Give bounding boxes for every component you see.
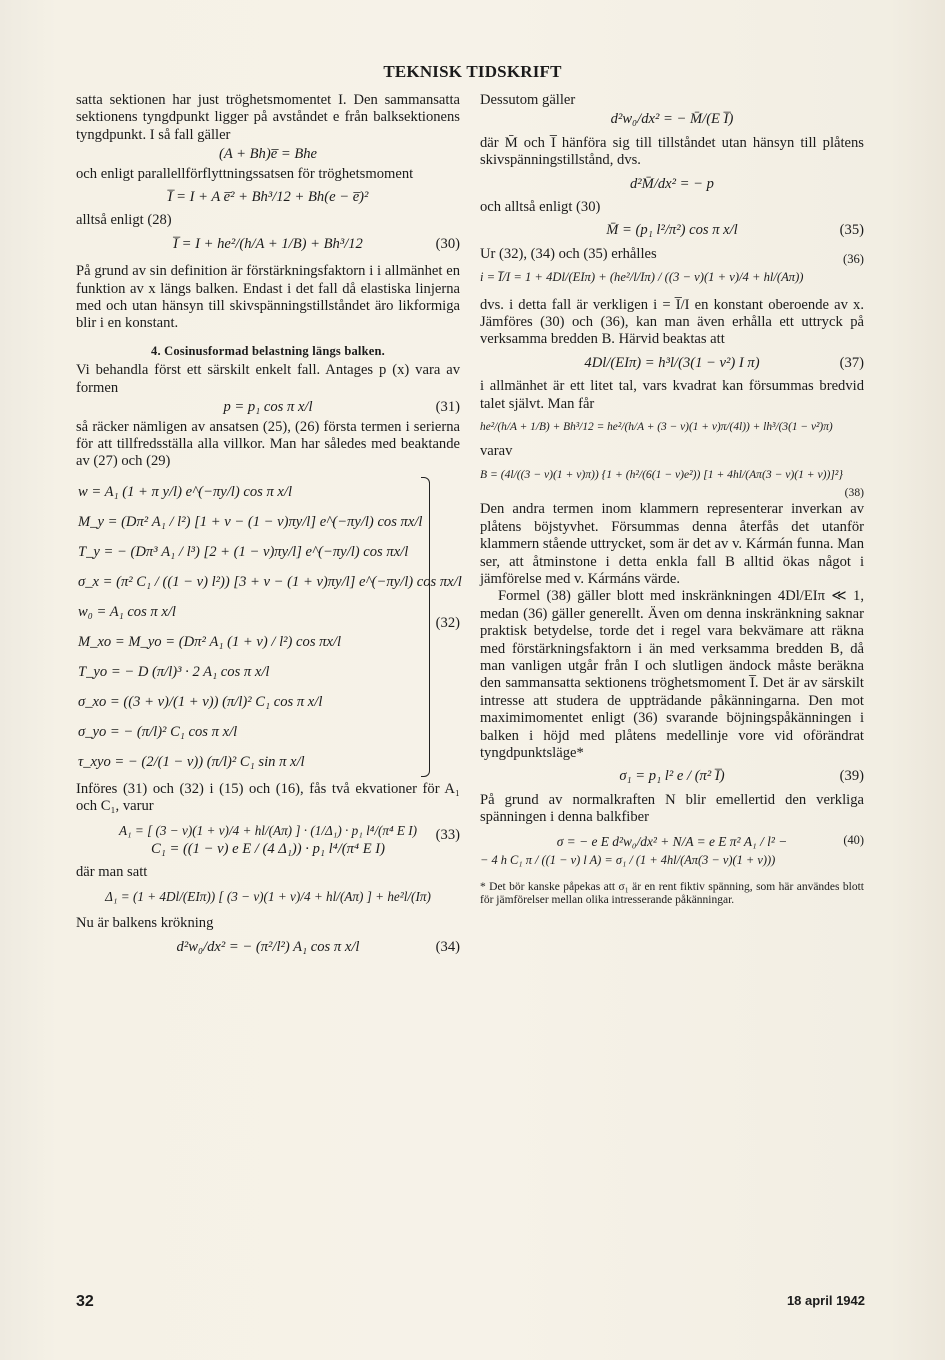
footnote: * Det bör kanske påpekas att σ₁ är en rent fiktiv spänning, som här användes blott för jämförelser mellan olika intresserande påkänningar. [480,881,864,907]
equation [76,146,460,163]
equation-38 [480,466,864,499]
equation-number: (35) [839,222,864,239]
equation [76,189,460,206]
equation-number: (37) [839,354,864,371]
equation-31 [76,399,460,416]
system-line: M_xo = M_yo = (Dπ² A₁ (1 + ν) / l²) cos πx/l [78,633,342,650]
equation-text: B = (4l/((3 − ν)(1 + ν)π)) {1 + (h²/(6(1 − ν)e²)) [1 + 4hl/(Aπ(3 − ν)(1 + ν))]²} [480,467,844,481]
right-column [480,92,864,907]
equation-text: he²/(h/A + 1/B) + Bh³/12 = he²/(h/A + (3 − ν)(1 + ν)π/(4l)) + lh³/(3(1 − ν²)π) [480,421,833,434]
paragraph: så räcker nämligen av ansatsen (25), (26) första termen i serierna för att tillfredsställa alla villkor. Man har således med beaktande av (27) och (29) [76,418,460,470]
paragraph: Formel (38) gäller blott med inskränkningen 4Dl/EIπ ≪ 1, medan (36) gäller generellt. Även om denna inskränkning saknar praktisk betydelse, torde det i regel vara bekvämare att räkna med förstärkningsfaktorn i än med verksamma bredden B, då man vanligen utgår från I och slutligen ändock måste beräkna den sammansatta sektionens tröghetsmoment I̅. Det är av särskilt intresse att studera de uppträdande påkänningarna. Den mot maximimomentet enligt (36) svarande böjningspåkänningen i balken i höjd med plåtens medellinje vore vid oförändrat tyngdpunktsläge* [480,588,864,761]
system-line: M_y = (Dπ² A₁ / l²) [1 + ν − (1 − ν)πy/l] e^(−πy/l) cos πx/l [78,513,423,530]
equation-text: σ₁ = p₁ l² e / (π² I̅) [619,768,725,785]
equation-number: (36) [843,252,864,267]
paragraph: Den andra termen inom klammern representerar inverkan av plåtens böjstyvhet. Försummas denna återfås det utanför klammern stående uttrycket, som är det av v. Kármán funna. Man ser, att åtminstone i detta enkla fall B alltid ökas något i jämförelse med v. Kármáns värde. [480,501,864,587]
equation-text: C₁ = ((1 − ν) e E / (4 Δ₁)) · p₁ l⁴/(π⁴ E I) [151,840,385,857]
equation-number: (38) [844,485,864,499]
system-line: T_yo = − D (π/l)³ · 2 A₁ cos π x/l [78,663,270,680]
equation-text: I̅ = I + A e̅² + Bh³/12 + Bh(e − e̅)² [167,189,369,206]
journal-masthead: TEKNISK TIDSKRIFT [383,62,562,81]
equation-text: d²w₀/dx² = − M̄/(E I̅) [610,111,734,128]
equation-text: p = p₁ cos π x/l [223,399,313,416]
section-heading: 4. Cosinusformad belastning längs balken. [151,343,385,358]
system-line: σ_x = (π² C₁ / ((1 − ν) l²)) [3 + ν − (1 + ν)πy/l] e^(−πy/l) cos πx/l [78,573,462,590]
system-line: T_y = − (Dπ³ A₁ / l³) [2 + (1 − ν)πy/l] e^(−πy/l) cos πx/l [78,543,409,560]
equation-40a [480,833,864,850]
equation-33a [76,822,460,839]
paragraph: Nu är balkens krökning [76,915,214,932]
system-line: τ_xyo = − (2/(1 − ν)) (π/l)² C₁ sin π x/l [78,753,305,770]
paragraph: och enligt parallellförflyttningssatsen för tröghetsmoment [76,165,414,182]
paragraph: Vi behandla först ett särskilt enkelt fall. Antages p (x) vara av formen [76,362,460,396]
equation [480,111,864,128]
equation-text: − 4 h C₁ π / ((1 − ν) l A) = σ₁ / (1 + 4hl/(Aπ(3 − ν)(1 + ν))) [480,853,776,868]
paragraph: dvs. i detta fall är verkligen i = I̅/I en konstant oberoende av x. Jämföres (30) och (36), kan man även erhålla ett uttryck på verksamma bredden B. Härvid beaktas att [480,296,864,348]
equation-text: (A + Bh)e̅ = Bhe [218,146,318,163]
paragraph: Dessutom gäller [480,92,576,108]
equation [480,419,864,436]
equation-number: (34) [435,938,460,955]
equation-39 [480,768,864,785]
equation-number: (33) [435,826,460,843]
equation-text: Δ₁ = (1 + 4Dl/(EIπ)) [ (3 − ν)(1 + ν)/4 + hl/(Aπ) ] + he²l/(Iπ) [105,888,431,904]
paragraph: Införes (31) och (32) i (15) och (16), fås två ekvationer för A₁ och C₁, varur [76,780,460,815]
page-number: 32 [76,1293,94,1310]
issue-date: 18 april 1942 [786,1293,865,1308]
paragraph: varav [480,442,513,459]
equation-number: (32) [435,614,460,631]
equation-text: i = I̅/I = 1 + 4Dl/(EIπ) + (he²/l/Iπ) / ((3 − ν)(1 + ν)/4 + hl/(Aπ)) [480,270,804,285]
paragraph: Ur (32), (34) och (35) erhålles [480,245,657,262]
equation-35 [480,222,864,239]
equation-text: d²M̄/dx² = − p [630,175,714,192]
paragraph: och alltså enligt (30) [480,199,601,216]
paragraph: i allmänhet är ett litet tal, vars kvadrat kan försummas bredvid talet självt. Man får [480,378,864,412]
equation-34 [76,939,460,956]
equation [480,176,864,193]
equation-text: A₁ = [ (3 − ν)(1 + ν)/4 + hl/(Aπ) ] · (1/Δ₁) · p₁ l⁴/(π⁴ E I) [118,822,418,838]
equation-system-32 [76,477,460,777]
paragraph: På grund av normalkraften N blir emellertid den verkliga spänningen i denna balkfiber [480,791,864,826]
paragraph: där M̄ och I̅ hänföra sig till tillståndet utan hänsyn till plåtens skivspänningstillstånd, dvs. [480,134,864,169]
paragraph: satta sektionen har just tröghetsmomentet I. Den sammansatta sektionens tyngdpunkt ligger på avståndet e från balksektionens tyngdpunkt. I så fall gäller [76,92,460,143]
equation-number: (40) [843,833,864,848]
brace [421,477,430,777]
equation-text: 4Dl/(EIπ) = h³l/(3(1 − ν²) I π) [584,354,760,371]
paragraph: alltså enligt (28) [76,212,172,229]
paragraph: På grund av sin definition är förstärkningsfaktorn i i allmänhet en funktion av x längs balken. Endast i det fall då elastiska linjerna med och utan hänsyn till skivspänningstillståndet äro likformiga blir i en konstant. [76,263,460,332]
equation-delta [76,888,460,905]
equation-text: I̅ = I + he²/(h/A + 1/B) + Bh³/12 [173,235,363,252]
left-column [76,92,460,958]
system-line: w = A₁ (1 + π y/l) e^(−πy/l) cos π x/l [78,483,293,500]
equation-30 [76,236,460,253]
equation-number: (30) [435,235,460,252]
equation-number: (31) [435,399,460,416]
equation-text: σ = − e E d²w₀/dx² + N/A = e E π² A₁ / l² − [556,833,788,849]
equation-number: (39) [839,768,864,785]
equation-text: M̄ = (p₁ l²/π²) cos π x/l [606,222,738,239]
equation-37 [480,355,864,372]
paragraph: där man satt [76,864,148,881]
system-line: w₀ = A₁ cos π x/l [78,603,176,620]
system-line: σ_yo = − (π/l)² C₁ cos π x/l [78,723,238,740]
system-line: σ_xo = ((3 + ν)/(1 + ν)) (π/l)² C₁ cos π x/l [78,693,323,710]
equation-text: d²w₀/dx² = − (π²/l²) A₁ cos π x/l [176,938,360,955]
